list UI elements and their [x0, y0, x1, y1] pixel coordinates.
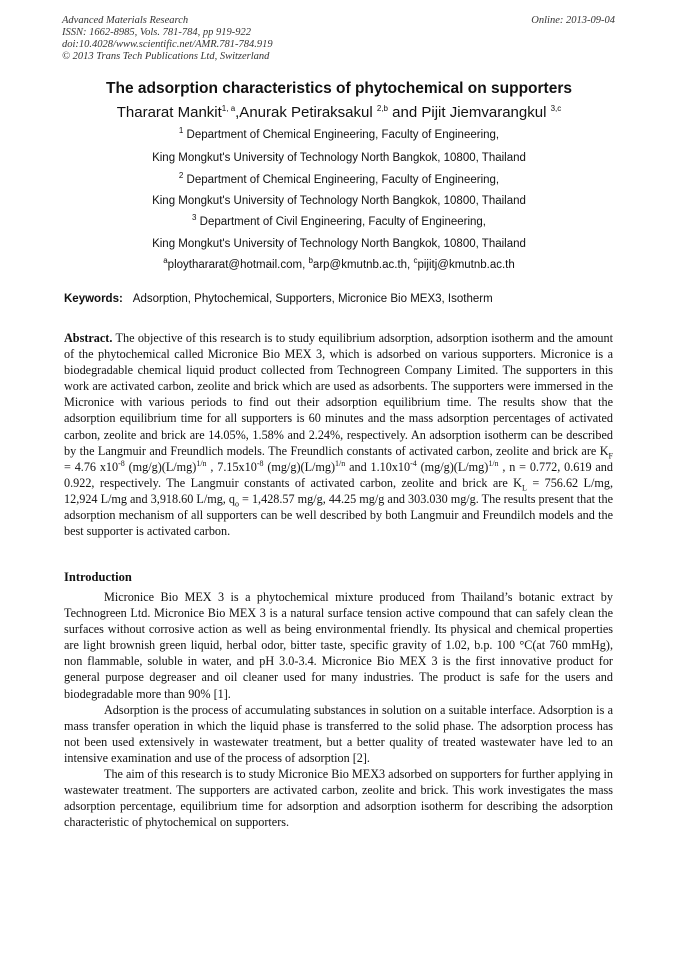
- introduction-heading: Introduction: [64, 570, 132, 584]
- journal-header: [62, 15, 273, 63]
- email-c: pijitj@kmutnb.ac.th: [417, 259, 515, 271]
- abstract: [64, 330, 613, 539]
- paper-title: The adsorption characteristics of phytochemical on supporters: [106, 80, 572, 97]
- abstract-text-3: (mg/g)(L/mg): [124, 459, 197, 474]
- affiliation-1-univ: King Mongkut's University of Technology North Bangkok, 10800, Thailand: [152, 152, 526, 164]
- power-3: 1/n: [488, 458, 499, 468]
- kl-subscript: L: [522, 483, 527, 493]
- affil-num-1: 1: [178, 126, 184, 136]
- doi-line: doi:10.4028/www.scientific.net/AMR.781-784.919: [62, 39, 273, 50]
- author-1: Thararat Mankit: [116, 104, 222, 121]
- journal-name: Advanced Materials Research: [62, 15, 189, 26]
- issn-line: ISSN: 1662-8985, Vols. 781-784, pp 919-922: [62, 27, 251, 38]
- affiliation-1-dept: Department of Chemical Engineering, Faculty of Engineering,: [183, 129, 500, 141]
- exponent-3: -4: [410, 458, 417, 468]
- affiliation-2: [0, 171, 678, 186]
- email-line: [0, 256, 678, 271]
- power-1: 1/n: [196, 458, 207, 468]
- keywords-label: Keywords:: [64, 293, 123, 305]
- email-a: ploythararat@hotmail.com,: [167, 259, 309, 271]
- email-b-marker: b: [308, 256, 313, 266]
- abstract-text-5: (mg/g)(L/mg): [263, 459, 336, 474]
- intro-paragraph-3: The aim of this research is to study Micronice Bio MEX3 adsorbed on supporters for further applying in wastewater treatment. The supporters are activated carbon, zeolite and brick. This work investigates the mass adsorption percentage, equilibrium time for adsorption and adsorption isotherm for describing the adsorption characteristic of phytochemical on supporters.: [64, 767, 613, 830]
- affiliation-3-dept: Department of Civil Engineering, Faculty of Engineering,: [196, 216, 487, 228]
- keywords: [64, 293, 493, 305]
- author-3: and Pijit Jiemvarangkul: [388, 104, 551, 121]
- affiliation-2-dept: Department of Chemical Engineering, Faculty of Engineering,: [183, 174, 500, 186]
- abstract-text-9: = 756.62 L/mg, 12,924 L/mg and 3,918.60 L/mg, q: [64, 475, 614, 506]
- author-3-affil: 3,c: [550, 104, 562, 113]
- exponent-2: -8: [256, 458, 264, 468]
- abstract-text-1: The objective of this research is to study equilibrium adsorption, adsorption isotherm and the amount of the phytochemical called Micronice Bio MEX 3, which is adsorbed on various supporters. Micronice is a biodegradable chemical liquid product collected from Technogreen Company Limited. The supporters in this work are activated carbon, zeolite and brick which are used as adsorbents. The supporters were immersed in the Micronice with various periods to find out their adsorption equilibrium time. The results show that the adsorption equilibrium time for all supporters is 60 minutes and the mass adsorption percentages of activated carbon, zeolite and brick are 14.05%, 1.58% and 2.24%, respectively. An adsorption isotherm can be described by the Langmuir and Freundlich models. The Freundlich constants of activated carbon, zeolite and brick are K: [64, 331, 613, 458]
- intro-paragraph-2: Adsorption is the process of accumulating substances in solution on a suitable interface. Adsorption is a mass transfer operation in which the liquid phase is transferred to the solid phase. The adsorption process has not been used extensively in wastewater treatment, but a better quality of treated wastewater have led to an intensive examination and use of the process of adsorption [2].: [64, 702, 613, 765]
- abstract-label: Abstract.: [64, 331, 113, 345]
- affil-num-3: 3: [191, 213, 197, 223]
- affiliation-3: [0, 213, 678, 228]
- abstract-text-10: = 1,428.57 mg/g, 44.25 mg/g and 303.030 mg/g. The results present that the adsorption mechanism of all supporters can be well described by both Langmuir and Freundilch models and the best supporter is activated carbon.: [64, 491, 613, 539]
- copyright-line: © 2013 Trans Tech Publications Ltd, Switzerland: [62, 51, 270, 62]
- abstract-text-6: and 1.10x10: [345, 459, 411, 474]
- affiliation-2-univ: King Mongkut's University of Technology North Bangkok, 10800, Thailand: [152, 195, 526, 207]
- abstract-text-8: , n = 0.772, 0.619 and 0.922, respectively. The Langmuir constants of activated carbon, zeolite and brick are K: [64, 459, 613, 490]
- introduction-body: [64, 589, 613, 830]
- abstract-text-4: , 7.15x10: [206, 459, 257, 474]
- email-b: arp@kmutnb.ac.th,: [312, 259, 414, 271]
- author-1-affil: 1, a: [221, 104, 236, 113]
- online-date: Online: 2013-09-04: [531, 15, 615, 26]
- power-2: 1/n: [335, 458, 346, 468]
- author-2: ,Anurak Petiraksakul: [235, 104, 377, 121]
- affil-num-2: 2: [178, 171, 184, 181]
- kf-subscript: F: [608, 451, 613, 461]
- abstract-text-2: = 4.76 x10: [64, 459, 119, 474]
- author-list: [0, 104, 678, 121]
- email-a-marker: a: [163, 256, 168, 266]
- keywords-text: Adsorption, Phytochemical, Supporters, Micronice Bio MEX3, Isotherm: [132, 293, 493, 305]
- exponent-1: -8: [118, 458, 125, 468]
- author-2-affil: 2,b: [376, 104, 388, 113]
- affiliation-1: [0, 126, 678, 141]
- intro-paragraph-1: Micronice Bio MEX 3 is a phytochemical mixture produced from Thailand’s botanic extract by Technogreen Ltd. Micronice Bio MEX 3 is a natural surface tension active compound that can safely clean the surfaces without corrosive action as well as being environmental friendly. Its physical and chemical properties are light brownish green liquid, herbal odor, bitter taste, specific gravity of 1.02, b.p. 100 °C(at 760 mmHg), non flammable, soluble in water, and pH 3.0-3.4. Micronice Bio MEX 3 is the first innovative product for general purpose degreaser and oil cleaner used for many industries. The product is safe for the users and biodegradable more than 90% [1].: [64, 590, 613, 701]
- affiliation-3-univ: King Mongkut's University of Technology North Bangkok, 10800, Thailand: [152, 238, 526, 250]
- qo-subscript: o: [234, 499, 239, 509]
- abstract-text-7: (mg/g)(L/mg): [416, 459, 489, 474]
- email-c-marker: c: [413, 256, 418, 266]
